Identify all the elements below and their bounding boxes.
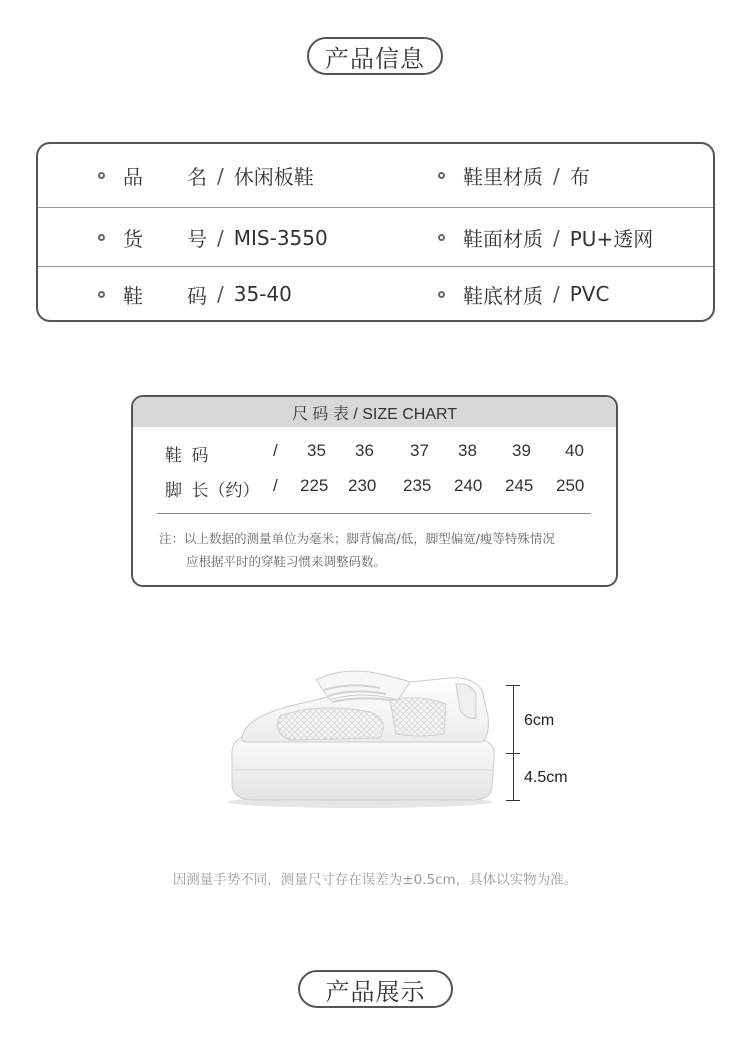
info-value: PU+透网 xyxy=(569,227,654,251)
info-row xyxy=(38,146,713,205)
info-cell-right xyxy=(438,208,653,267)
size-row-label: 鞋 码 xyxy=(165,446,209,465)
length-row xyxy=(165,476,585,500)
info-label: 鞋底材质 xyxy=(463,283,543,308)
size-chart xyxy=(131,395,618,587)
size-note-line: 应根据平时的穿鞋习惯来调整码数。 xyxy=(186,554,387,569)
length-cell: 245 xyxy=(505,476,534,495)
info-separator: / xyxy=(553,163,560,188)
info-separator: / xyxy=(217,163,224,188)
length-cell: 230 xyxy=(348,476,377,495)
info-value: 休闲板鞋 xyxy=(233,165,314,189)
size-row xyxy=(165,441,585,465)
upper-height-label: 6cm xyxy=(524,712,555,729)
info-label: 鞋面材质 xyxy=(463,227,543,251)
length-cell: 250 xyxy=(556,476,585,495)
info-label: 鞋码 xyxy=(123,283,207,308)
info-value: 35-40 xyxy=(233,282,292,306)
info-cell-right xyxy=(438,267,609,321)
product-info-title: 产品信息 xyxy=(325,44,425,73)
length-cell: 235 xyxy=(403,476,432,495)
length-row-sep: / xyxy=(273,476,278,495)
length-row-label: 脚 长（约） xyxy=(165,481,260,500)
size-cell: 37 xyxy=(410,441,429,460)
size-note-line: 注：以上数据的测量单位为毫米；脚背偏高/低，脚型偏宽/瘦等特殊情况 xyxy=(159,531,555,546)
size-row-sep: / xyxy=(273,441,278,460)
info-label: 品名 xyxy=(123,165,207,189)
size-cell: 40 xyxy=(565,441,584,460)
measure-tick xyxy=(506,800,520,801)
info-value: MIS-3550 xyxy=(233,225,328,250)
info-separator: / xyxy=(217,282,224,306)
length-cell: 240 xyxy=(454,476,483,495)
bullet-icon xyxy=(98,172,105,179)
product-show-header xyxy=(298,970,453,1008)
size-chart-note xyxy=(159,527,599,573)
info-cell-left xyxy=(98,267,292,321)
size-chart-divider xyxy=(157,513,591,514)
info-row xyxy=(38,207,713,267)
info-cell-left xyxy=(98,146,314,205)
measure-line xyxy=(513,685,514,800)
bullet-icon xyxy=(438,291,445,298)
shoe-measure-figure xyxy=(220,660,600,820)
info-value: 布 xyxy=(569,165,590,189)
size-cell: 36 xyxy=(355,441,374,460)
measurement-disclaimer: 因测量手势不同，测量尺寸存在误差为±0.5cm，具体以实物为准。 xyxy=(172,872,578,888)
size-cell: 38 xyxy=(458,441,477,460)
measure-tick xyxy=(506,685,520,686)
info-separator: / xyxy=(553,225,560,250)
length-cell: 225 xyxy=(300,476,329,495)
bullet-icon xyxy=(438,172,445,179)
bullet-icon xyxy=(98,234,105,241)
info-separator: / xyxy=(217,225,224,250)
size-cell: 39 xyxy=(512,441,531,460)
info-label: 鞋里材质 xyxy=(463,165,543,189)
product-info-header xyxy=(307,37,443,75)
bullet-icon xyxy=(438,234,445,241)
info-value: PVC xyxy=(569,282,610,306)
info-row xyxy=(38,266,713,321)
product-show-title: 产品展示 xyxy=(325,977,426,1006)
shoe-image xyxy=(220,660,510,820)
info-separator: / xyxy=(553,282,560,306)
size-chart-title: 尺 码 表 / SIZE CHART xyxy=(133,397,616,427)
measure-tick xyxy=(506,753,520,754)
info-label: 货号 xyxy=(123,227,207,251)
product-info-table xyxy=(36,142,715,322)
bullet-icon xyxy=(98,291,105,298)
size-cell: 35 xyxy=(307,441,326,460)
info-cell-right xyxy=(438,146,590,205)
info-cell-left xyxy=(98,208,328,267)
sole-height-label: 4.5cm xyxy=(524,769,568,786)
